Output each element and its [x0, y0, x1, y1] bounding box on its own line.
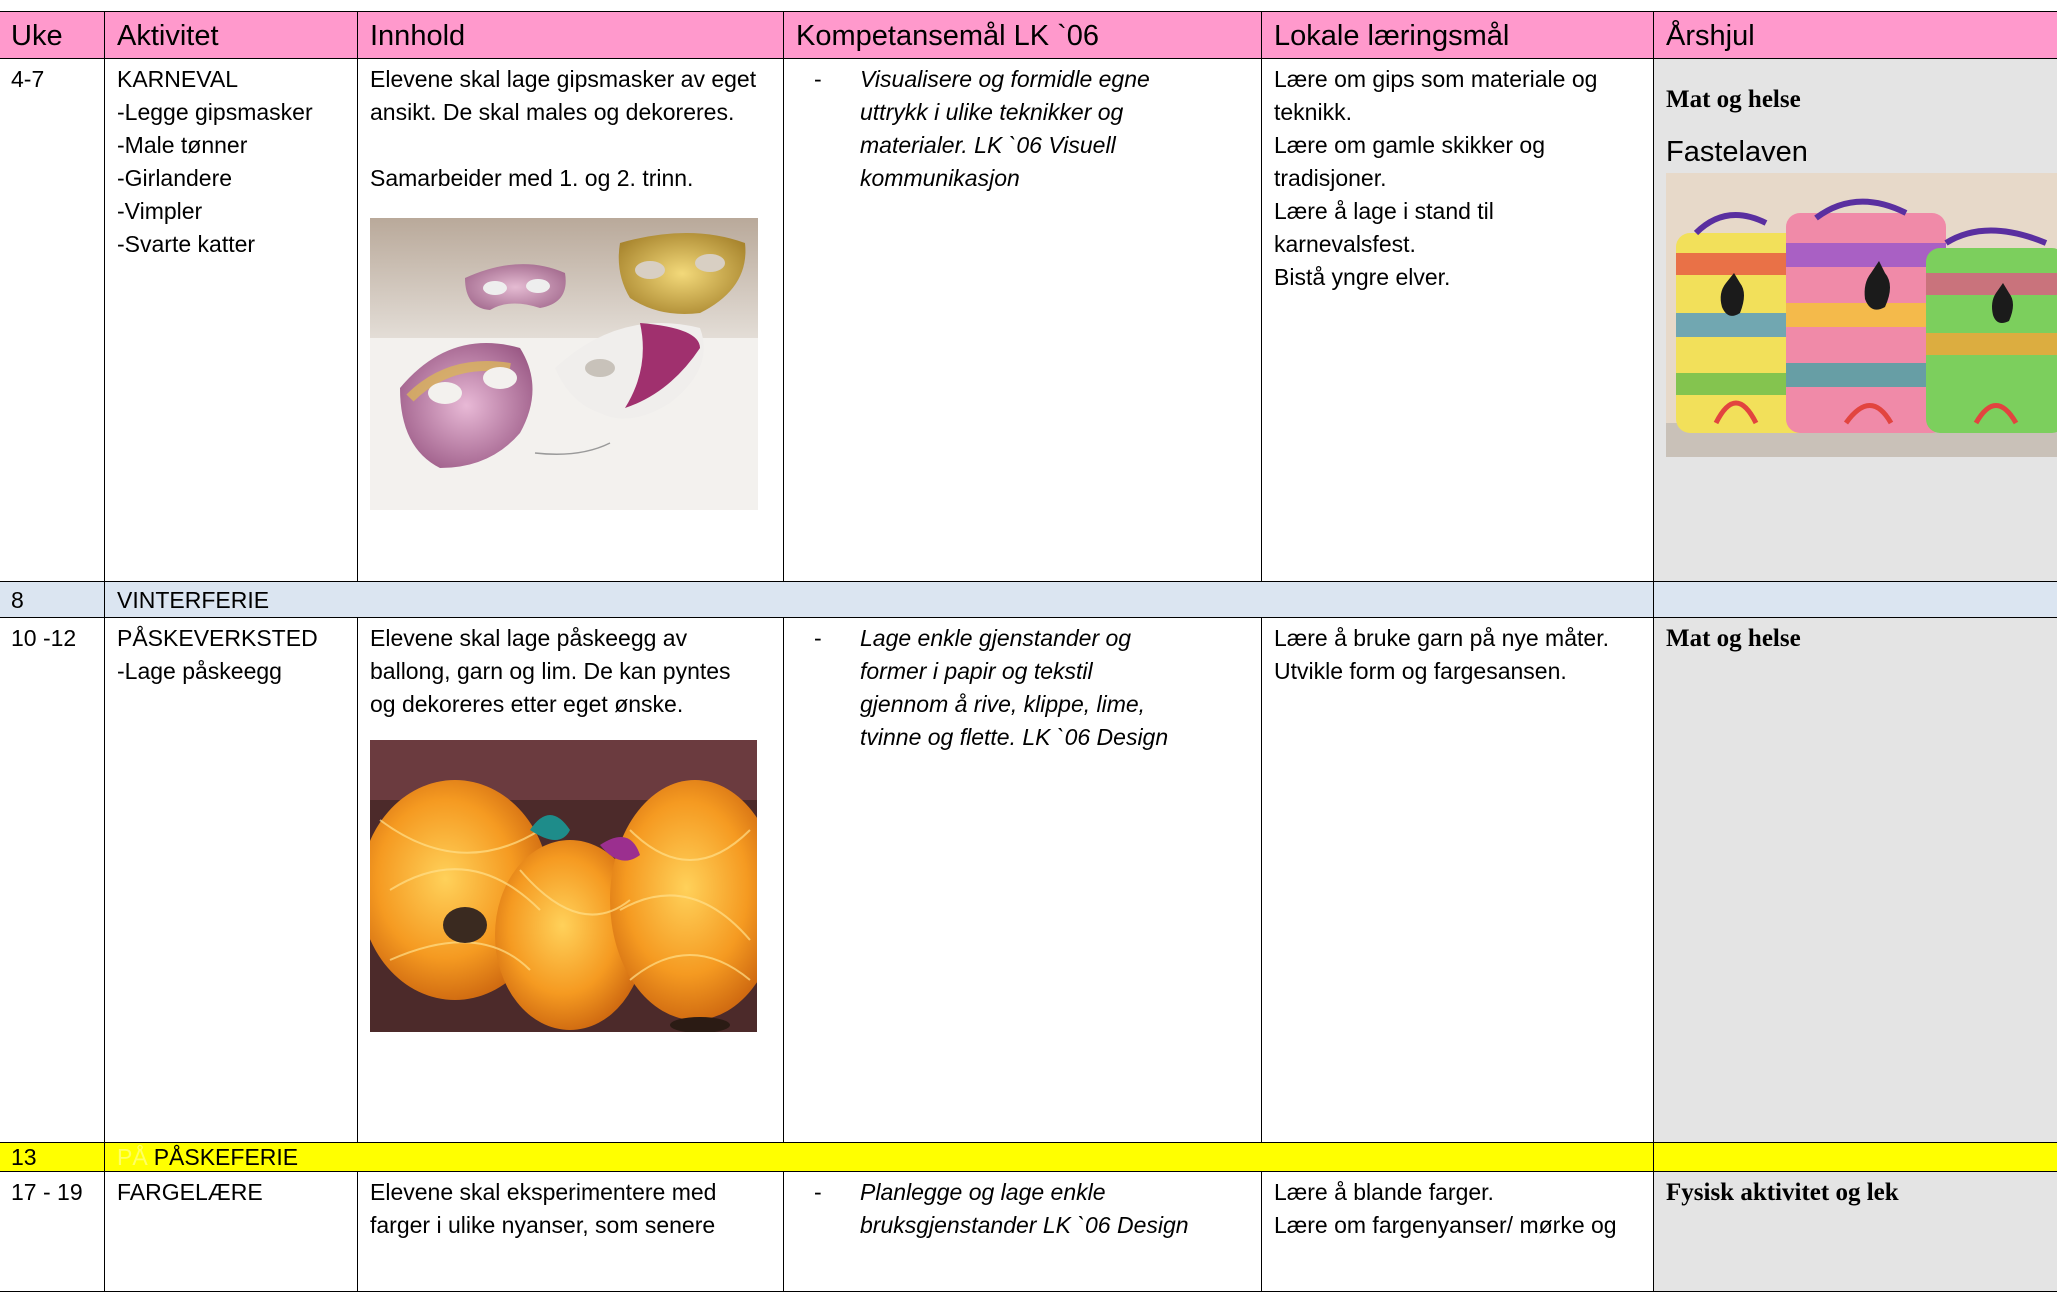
aktivitet-line: -Girlandere [117, 162, 345, 195]
table-row-paskeverksted [0, 618, 2057, 1143]
kompetansemal-list-item [796, 63, 1249, 195]
vinterferie-label: VINTERFERIE [105, 582, 1654, 618]
innhold-line: ansikt. De skal males og dekoreres. [370, 96, 771, 129]
uke-cell: 8 [0, 582, 105, 618]
lokale-line: Bistå yngre elver. [1274, 261, 1641, 294]
arshjul-cell [1654, 1172, 2057, 1292]
kompetansemal-line: materialer. LK `06 Visuell [860, 129, 1150, 162]
kompetansemal-line: bruksgjenstander LK `06 Design [860, 1209, 1189, 1242]
arshjul-event: Fastelaven [1666, 136, 2056, 169]
arshjul-cell [1654, 59, 2057, 582]
aktivitet-line: -Legge gipsmasker [117, 96, 345, 129]
lokale-line: Lære om fargenyanser/ mørke og [1274, 1209, 1641, 1242]
arshjul-subject: Mat og helse [1666, 622, 2056, 655]
lokale-line: Lære å blande farger. [1274, 1176, 1641, 1209]
kompetansemal-list-item [796, 622, 1249, 754]
innhold-line: Elevene skal lage gipsmasker av eget [370, 63, 771, 96]
table-row-vinterferie [0, 582, 2057, 618]
innhold-line: ballong, garn og lim. De kan pyntes [370, 655, 771, 688]
paskeferie-label: PÅSKEFERIE [154, 1144, 298, 1170]
lokale-line: Lære å lage i stand til [1274, 195, 1641, 228]
lokale-line: Lære å bruke garn på nye måter. [1274, 622, 1641, 655]
kompetansemal-line: tvinne og flette. LK `06 Design [860, 721, 1168, 754]
uke-cell: 13 [0, 1143, 105, 1172]
innhold-line: Elevene skal eksperimentere med [370, 1176, 771, 1209]
kompetansemal-list-item [796, 1176, 1249, 1242]
lokale-line: teknikk. [1274, 96, 1641, 129]
table-row-karneval [0, 59, 2057, 582]
kompetansemal-line: Visualisere og formidle egne [860, 63, 1150, 96]
header-kompetansemal: Kompetansemål LK `06 [784, 12, 1262, 59]
kompetansemal-cell [784, 59, 1262, 582]
aktivitet-line: FARGELÆRE [117, 1176, 345, 1209]
yarn-eggs-photo [370, 740, 757, 1032]
innhold-line: Samarbeider med 1. og 2. trinn. [370, 162, 771, 195]
kompetansemal-cell [784, 1172, 1262, 1292]
aktivitet-cell [105, 59, 358, 582]
arshjul-subject: Fysisk aktivitet og lek [1666, 1176, 2056, 1209]
list-dash: - [796, 1176, 860, 1242]
innhold-line: Elevene skal lage påskeegg av [370, 622, 771, 655]
header-arshjul: Årshjul [1654, 12, 2057, 59]
innhold-line: og dekoreres etter eget ønske. [370, 688, 771, 721]
header-aktivitet: Aktivitet [105, 12, 358, 59]
innhold-blank-line [370, 129, 771, 162]
kompetansemal-line: Planlegge og lage enkle [860, 1176, 1189, 1209]
kompetansemal-line: Lage enkle gjenstander og [860, 622, 1168, 655]
lokale-cell [1262, 1172, 1654, 1292]
uke-cell: 10 -12 [0, 618, 105, 1143]
lokale-cell [1262, 618, 1654, 1143]
list-dash: - [796, 63, 860, 195]
uke-cell: 17 - 19 [0, 1172, 105, 1292]
header-innhold: Innhold [358, 12, 784, 59]
uke-cell: 4-7 [0, 59, 105, 582]
innhold-cell [358, 618, 784, 1143]
painted-barrels-photo [1666, 173, 2057, 457]
arshjul-cell-empty [1654, 582, 2057, 618]
lokale-line: Utvikle form og fargesansen. [1274, 655, 1641, 688]
kompetansemal-line: former i papir og tekstil [860, 655, 1168, 688]
kompetansemal-cell [784, 618, 1262, 1143]
arshjul-subject: Mat og helse [1666, 83, 2056, 116]
aktivitet-cell [105, 1172, 358, 1292]
list-dash: - [796, 622, 860, 754]
table-row-paskeferie [0, 1143, 2057, 1172]
lokale-line: karnevalsfest. [1274, 228, 1641, 261]
header-row [0, 12, 2057, 59]
innhold-line: farger i ulike nyanser, som senere [370, 1209, 771, 1242]
lokale-line: tradisjoner. [1274, 162, 1641, 195]
year-plan-table [0, 11, 2057, 1292]
header-uke: Uke [0, 12, 105, 59]
arshjul-cell-empty [1654, 1143, 2057, 1172]
gips-masks-photo [370, 218, 758, 510]
aktivitet-line: KARNEVAL [117, 63, 345, 96]
lokale-line: Lære om gips som materiale og [1274, 63, 1641, 96]
aktivitet-cell [105, 618, 358, 1143]
kompetansemal-line: uttrykk i ulike teknikker og [860, 96, 1150, 129]
aktivitet-line: -Vimpler [117, 195, 345, 228]
aktivitet-line: -Svarte katter [117, 228, 345, 261]
aktivitet-line: -Lage påskeegg [117, 655, 345, 688]
aktivitet-line: -Male tønner [117, 129, 345, 162]
innhold-cell [358, 1172, 784, 1292]
aktivitet-line: PÅSKEVERKSTED [117, 622, 345, 655]
header-lokale-laeringsmal: Lokale læringsmål [1262, 12, 1654, 59]
table-row-fargelaere [0, 1172, 2057, 1292]
faint-text: PÅ [117, 1144, 148, 1170]
arshjul-cell [1654, 618, 2057, 1143]
paskeferie-label-cell [105, 1143, 1654, 1172]
kompetansemal-line: gjennom å rive, klippe, lime, [860, 688, 1168, 721]
innhold-cell [358, 59, 784, 582]
lokale-line: Lære om gamle skikker og [1274, 129, 1641, 162]
lokale-cell [1262, 59, 1654, 582]
kompetansemal-line: kommunikasjon [860, 162, 1150, 195]
